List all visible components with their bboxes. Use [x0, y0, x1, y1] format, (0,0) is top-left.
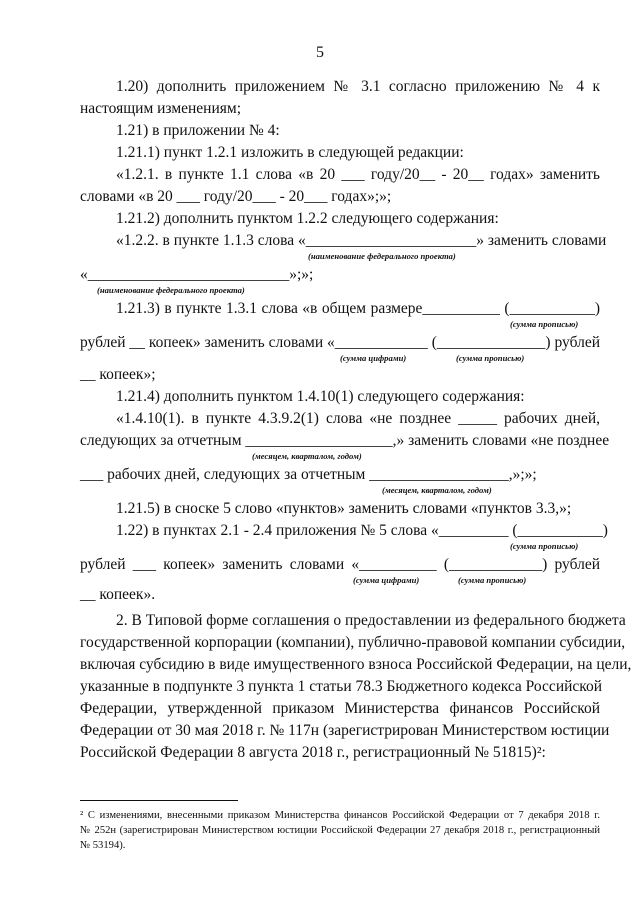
field-caption: (сумма прописью) [456, 353, 525, 363]
text-line: __ копеек»; [80, 366, 156, 383]
field-caption: (сумма цифрами) [353, 575, 420, 585]
text-line: 1.21.2) дополнить пунктом 1.2.2 следующего содержания: [116, 210, 499, 227]
footnote-divider [80, 800, 238, 801]
text-line: 1.21.3) в пункте 1.3.1 слова «в общем размере__________ (___________) [116, 300, 600, 317]
text-line: 2. В Типовой форме соглашения о предоставлении из федерального бюджета [116, 612, 626, 629]
text-line: __ копеек». [80, 586, 156, 603]
text-line: Федерации, утвержденной приказом Министерства финансов Российской [80, 700, 600, 717]
footnote-line: № 53194). [80, 840, 126, 851]
footnote-line: ² С изменениями, внесенными приказом Министерства финансов Российской Федерации от 7 декабря 2018 г. [80, 810, 600, 821]
text-line: 1.21.1) пункт 1.2.1 изложить в следующей редакции: [116, 144, 464, 161]
field-caption: (месяцем, кварталом, годом) [252, 451, 362, 461]
field-caption: (наименование федерального проекта) [97, 285, 245, 295]
text-line: 1.20) дополнить приложением № 3.1 согласно приложению № 4 к [116, 78, 600, 95]
page-number: 5 [316, 44, 324, 61]
text-line: «1.4.10(1). в пункте 4.3.9.2(1) слова «не позднее _____ рабочих дней, [116, 410, 600, 427]
text-line: настоящим изменениям; [80, 100, 242, 117]
text-line: государственной корпорации (компании), публично-правовой компании субсидии, [80, 634, 626, 651]
field-caption: (сумма прописью) [510, 319, 579, 329]
text-line: включая субсидию в виде имущественного взноса Российской Федерации, на цели, [80, 656, 632, 673]
text-line: указанные в подпункте 3 пункта 1 статьи 78.3 Бюджетного кодекса Российской [80, 678, 603, 695]
text-line: следующих за отчетным ___________________,» заменить словами «не позднее [80, 432, 610, 449]
text-line: «1.2.2. в пункте 1.1.3 слова «______________________» заменить словами [116, 232, 607, 249]
text-line: ___ рабочих дней, следующих за отчетным __________________,»;»; [80, 466, 537, 483]
text-line: «__________________________»;»; [80, 266, 314, 283]
field-caption: (сумма прописью) [458, 575, 527, 585]
field-caption: (месяцем, кварталом, годом) [382, 485, 492, 495]
field-caption: (сумма прописью) [510, 541, 579, 551]
field-caption: (сумма цифрами) [340, 353, 407, 363]
text-line: словами «в 20 ___ году/20___ - 20___ годах»;»; [80, 188, 392, 205]
text-line: Федерации от 30 мая 2018 г. № 117н (зарегистрирован Министерством юстиции [80, 722, 610, 739]
footnote-line: № 252н (зарегистрирован Министерством юстиции Российской Федерации 27 декабря 2018 г., регистрационный [80, 825, 600, 836]
text-line: Российской Федерации 8 августа 2018 г., регистрационный № 51815)²: [80, 744, 546, 761]
field-caption: (наименование федерального проекта) [308, 251, 456, 261]
text-line: 1.21.4) дополнить пунктом 1.4.10(1) следующего содержания: [116, 388, 525, 405]
text-line: «1.2.1. в пункте 1.1 слова «в 20 ___ году/20__ - 20__ годах» заменить [116, 166, 600, 183]
text-line: рублей __ копеек» заменить словами «____________ (______________) рублей [80, 334, 600, 351]
text-line: 1.22) в пунктах 2.1 - 2.4 приложения № 5 слова «_________ (___________) [116, 522, 608, 539]
text-line: рублей ___ копеек» заменить словами «__________ (____________) рублей [80, 556, 600, 573]
text-line: 1.21) в приложении № 4: [116, 122, 280, 139]
text-line: 1.21.5) в сноске 5 слово «пунктов» заменить словами «пунктов 3.3,»; [116, 500, 572, 517]
